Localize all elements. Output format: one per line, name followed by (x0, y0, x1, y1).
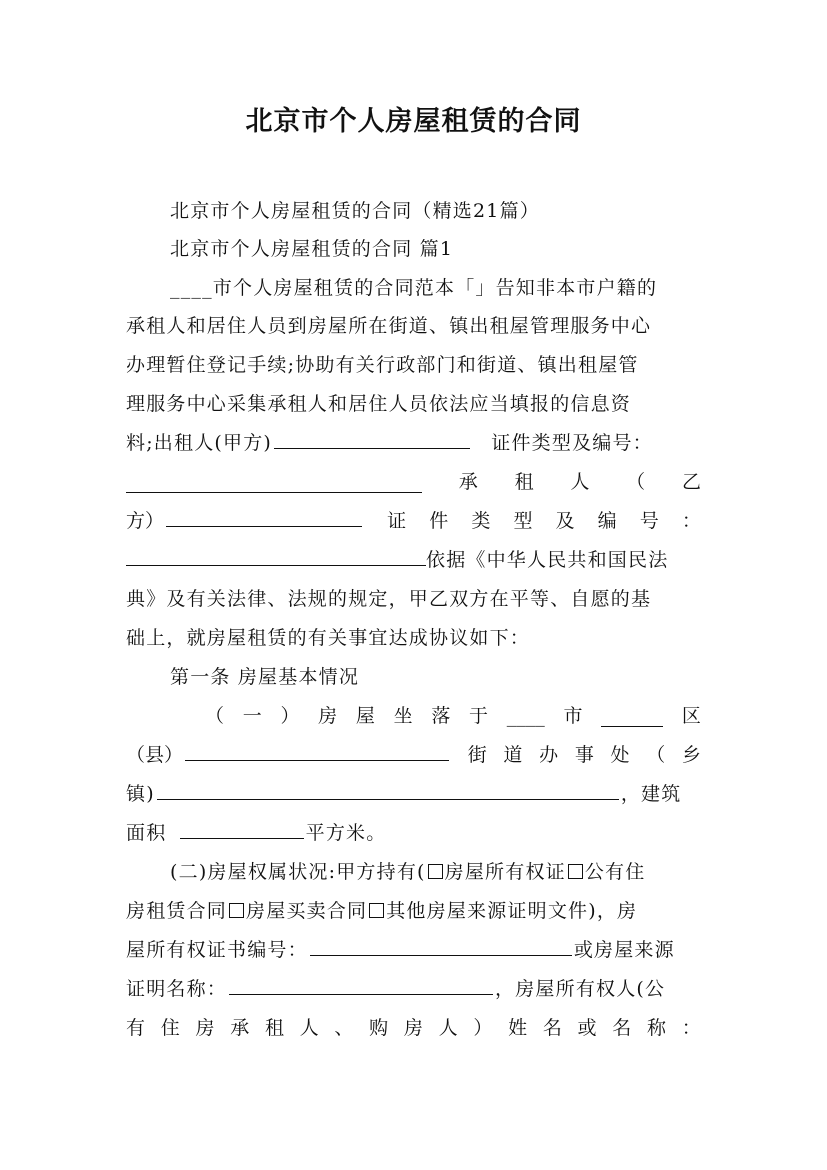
blank-line (180, 818, 304, 839)
char: 道 (503, 744, 523, 766)
line-text: （县） (126, 744, 184, 766)
char: 街 (467, 744, 487, 766)
char: 名 (542, 1017, 562, 1039)
line-text: 依据《中华人民共和国民法 (426, 549, 669, 571)
line-text: (二)房屋权属状况:甲方持有( (170, 861, 426, 883)
char: ： (681, 1017, 701, 1039)
line-text: 证件类型及编号： (491, 432, 653, 454)
body-line: 承租人和居住人员到房屋所在街道、镇出租屋管理服务中心 (126, 315, 652, 337)
line-text: 证明名称： (126, 978, 228, 1000)
body-line (126, 818, 701, 848)
checkbox (369, 903, 384, 918)
char: 姓 (508, 1017, 528, 1039)
char: 号 (639, 510, 659, 532)
char: 证 (387, 510, 407, 532)
char: 落 (431, 705, 451, 727)
body-line (126, 779, 701, 809)
char: 、 (334, 1017, 354, 1039)
char: 承 (458, 471, 478, 493)
checkbox (428, 864, 443, 879)
char: 屋 (355, 705, 375, 727)
body-line (126, 974, 701, 1004)
line-text: ，建筑 (620, 783, 682, 805)
char: 一 (242, 705, 262, 727)
blank-line (157, 779, 619, 800)
line-text: 房屋买卖合同 (246, 900, 368, 922)
subtitle-line: 北京市个人房屋租赁的合同（精选21篇） (170, 200, 540, 222)
char: ） (473, 1017, 493, 1039)
char: 乙 (681, 471, 701, 493)
body-line: 办理暂住登记手续;协助有关行政部门和街道、镇出租屋管 (126, 354, 639, 376)
body-line (126, 935, 701, 965)
body-line (126, 428, 701, 458)
char: 乡 (681, 744, 701, 766)
char: （ (646, 744, 666, 766)
checkbox (568, 864, 583, 879)
document-title: 北京市个人房屋租赁的合同 (245, 106, 582, 137)
char: 处 (610, 744, 630, 766)
blank-line (229, 974, 493, 995)
line-text: ，房屋所有权人(公 (495, 978, 666, 1000)
blank-line (126, 472, 422, 493)
line-text: 房屋所有权证 (444, 861, 566, 883)
char: 件 (429, 510, 449, 532)
body-line (170, 857, 701, 887)
line-text: 公有住 (584, 861, 646, 883)
blank-line (185, 740, 449, 761)
blank-line (126, 545, 426, 566)
char: 于 (469, 705, 489, 727)
line-text: 或房屋来源 (573, 939, 675, 961)
blank-line (274, 428, 470, 449)
line-text: 镇) (126, 783, 155, 805)
justified-line (126, 506, 701, 536)
char: 房 (195, 1017, 215, 1039)
line-text: 方） (126, 510, 165, 532)
justified-line (205, 701, 701, 731)
char: 型 (513, 510, 533, 532)
body-line: 础上，就房屋租赁的有关事宜达成协议如下： (126, 627, 531, 649)
body-line (126, 896, 701, 926)
char: 租 (514, 471, 534, 493)
line-text: 面积 (126, 822, 167, 844)
char: 住 (160, 1017, 180, 1039)
justified-line (126, 1013, 701, 1043)
body-line: 典》及有关法律、法规的规定，甲乙双方在平等、自愿的基 (126, 588, 652, 610)
char: 房 (318, 705, 338, 727)
blank-line (601, 706, 663, 727)
char: 市 (563, 705, 583, 727)
char: 人 (570, 471, 590, 493)
line-text: 房租赁合同 (126, 900, 228, 922)
char: ： (681, 510, 701, 532)
body-line: ____市个人房屋租赁的合同范本「」告知非本市户籍的 (170, 277, 658, 299)
char: 有 (126, 1017, 146, 1039)
checkbox (229, 903, 244, 918)
char: 承 (230, 1017, 250, 1039)
char: 或 (577, 1017, 597, 1039)
line-text: 其他房屋来源证明文件)，房 (386, 900, 638, 922)
line-text (126, 506, 364, 536)
char: ） (280, 705, 300, 727)
char: 及 (555, 510, 575, 532)
section-heading: 北京市个人房屋租赁的合同 篇1 (170, 238, 454, 260)
char: 编 (597, 510, 617, 532)
char: 办 (539, 744, 559, 766)
justified-line (126, 740, 701, 770)
char: 房 (403, 1017, 423, 1039)
char: （ (205, 705, 225, 727)
body-line (126, 545, 701, 575)
line-text: 料;出租人(甲方) (126, 432, 273, 454)
char: 类 (471, 510, 491, 532)
line-text: ____ (506, 705, 545, 727)
char: 区 (681, 705, 701, 727)
article-heading: 第一条 房屋基本情况 (170, 666, 360, 688)
char: 称 (647, 1017, 667, 1039)
blank-line (310, 935, 572, 956)
line-text: 屋所有权证书编号： (126, 939, 308, 961)
char: 事 (574, 744, 594, 766)
body-line: 理服务中心采集承租人和居住人员依法应当填报的信息资 (126, 393, 632, 415)
line-text (126, 740, 451, 770)
char: 人 (438, 1017, 458, 1039)
char: 人 (299, 1017, 319, 1039)
char: 名 (612, 1017, 632, 1039)
char: 租 (264, 1017, 284, 1039)
char: （ (626, 471, 646, 493)
justified-line (126, 467, 701, 497)
blank-line (166, 506, 362, 527)
char: 坐 (393, 705, 413, 727)
line-text: 平方米。 (305, 822, 387, 844)
char: 购 (369, 1017, 389, 1039)
